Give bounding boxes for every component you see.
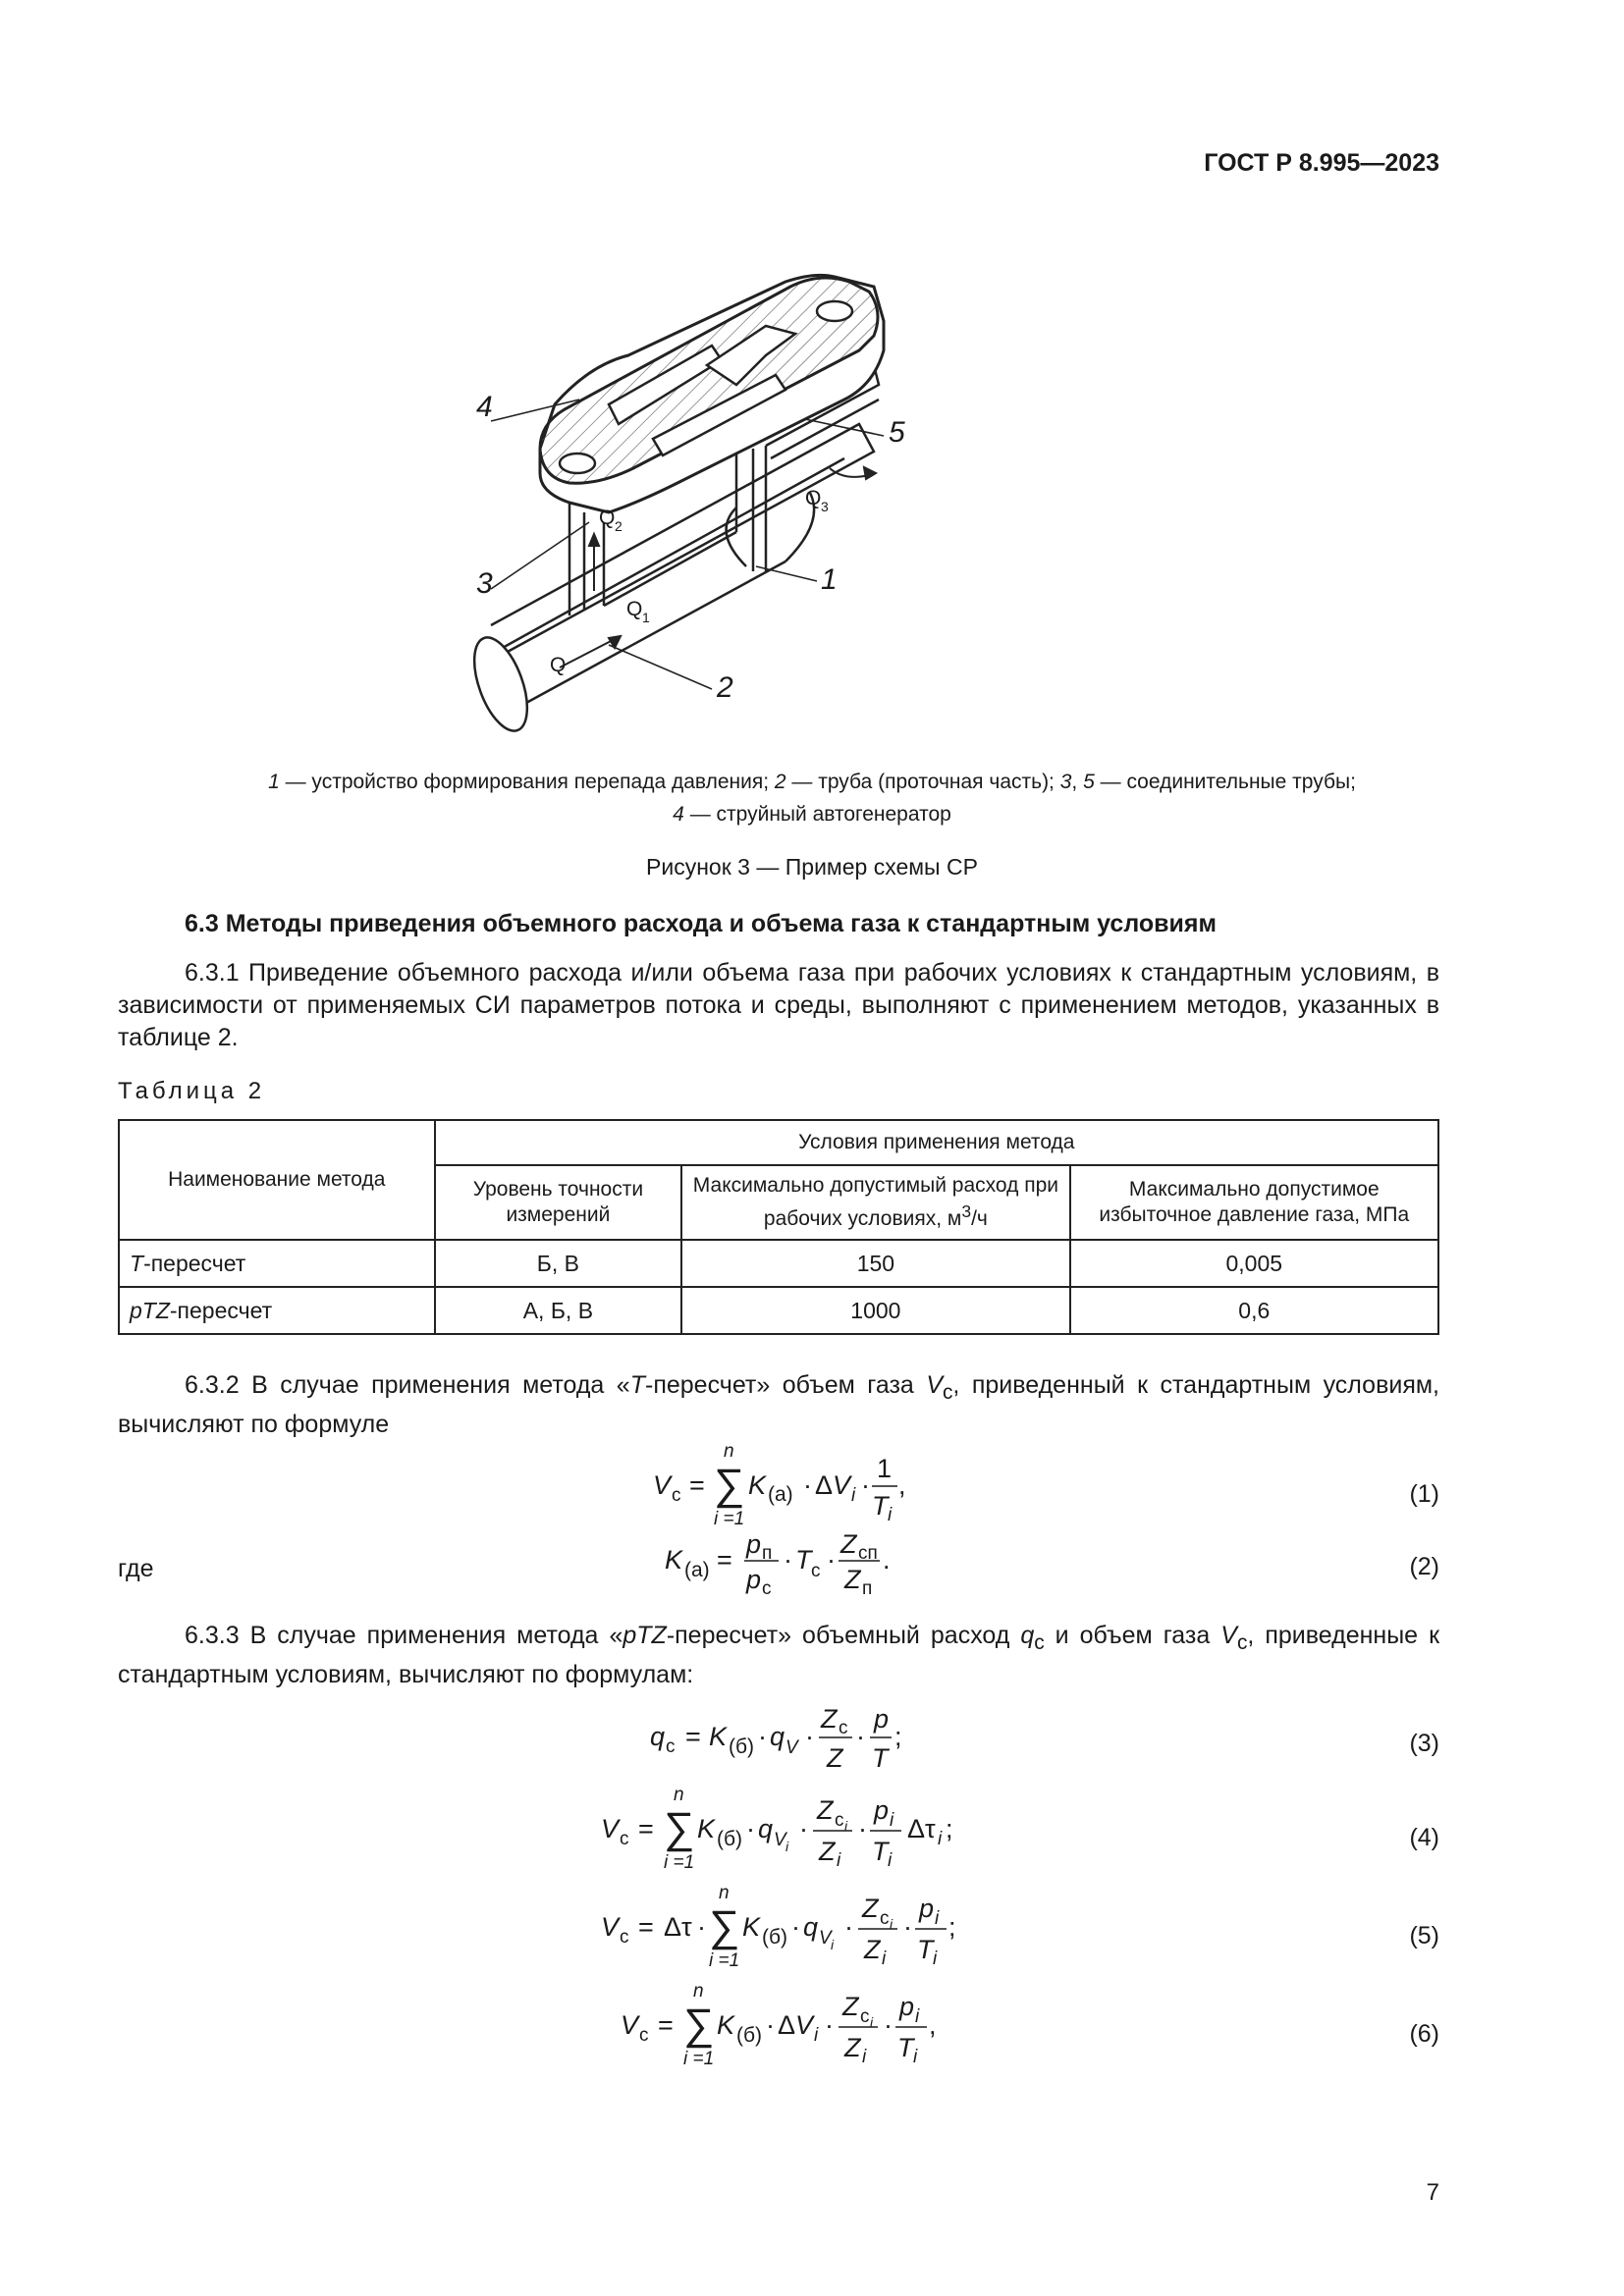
svg-text:·: · <box>803 1470 812 1500</box>
table-row <box>119 1240 1438 1287</box>
svg-text:p: p <box>874 1795 890 1825</box>
equation-number: (4) <box>1409 1824 1439 1851</box>
svg-text:p: p <box>899 1992 915 2021</box>
svg-text:Z: Z <box>840 1529 857 1559</box>
svg-text:·: · <box>858 1814 867 1843</box>
svg-text:V: V <box>621 2010 639 2040</box>
svg-text:·: · <box>825 2010 834 2040</box>
svg-text:·: · <box>884 2010 893 2040</box>
svg-text:i: i <box>862 2047 867 2067</box>
svg-text:V: V <box>601 1814 620 1843</box>
label-5: 5 <box>889 416 905 449</box>
svg-text:V: V <box>774 1830 786 1850</box>
pressure-cell: 0,005 <box>1070 1240 1438 1287</box>
table-row <box>119 1287 1438 1334</box>
svg-text:∑: ∑ <box>664 1804 695 1852</box>
svg-text:i: i <box>851 1485 856 1506</box>
jet-generator-block <box>540 275 884 512</box>
svg-text:с: с <box>811 1561 821 1581</box>
where-label: где <box>118 1555 154 1582</box>
svg-text:i: i <box>785 1839 789 1854</box>
svg-text:=: = <box>717 1545 732 1575</box>
svg-text:T: T <box>872 1743 889 1773</box>
svg-text:n: n <box>693 1981 704 2002</box>
svg-text:,: , <box>898 1470 906 1500</box>
svg-text:=: = <box>658 2010 674 2040</box>
svg-text:·: · <box>784 1545 792 1575</box>
svg-text:Z: Z <box>844 2033 861 2062</box>
svg-text:K: K <box>717 2010 735 2040</box>
svg-text:;: ; <box>894 1722 902 1751</box>
svg-text:i: i <box>888 1505 893 1525</box>
svg-text:(б): (б) <box>729 1735 755 1758</box>
svg-text:V: V <box>795 2010 814 2040</box>
svg-text:·: · <box>856 1722 865 1751</box>
svg-text:Δ: Δ <box>778 2010 796 2040</box>
svg-text:;: ; <box>946 1814 953 1843</box>
svg-text:·: · <box>827 1545 836 1575</box>
svg-text:i: i <box>938 1829 943 1849</box>
svg-text:(а): (а) <box>684 1559 710 1581</box>
svg-text:i =1: i =1 <box>664 1852 695 1873</box>
formula-3 <box>0 1698 1624 1787</box>
figure-caption: Рисунок 3 — Пример схемы СР <box>646 854 978 880</box>
svg-text:i: i <box>870 2014 874 2030</box>
svg-text:τ: τ <box>925 1814 936 1843</box>
label-2: 2 <box>717 671 733 704</box>
svg-text:Δ: Δ <box>664 1912 682 1942</box>
svg-text:K: K <box>742 1912 761 1942</box>
svg-text:п: п <box>762 1543 773 1564</box>
svg-text:=: = <box>689 1470 705 1500</box>
label-q2-sub: 2 <box>615 518 623 534</box>
svg-text:V: V <box>785 1737 798 1758</box>
svg-text:с: с <box>620 1829 629 1849</box>
page-number: 7 <box>1426 2179 1439 2206</box>
formula-6 <box>0 1978 1624 2076</box>
svg-text:·: · <box>805 1722 814 1751</box>
svg-text:i: i <box>844 1818 848 1834</box>
svg-text:с: с <box>666 1736 676 1757</box>
equation-number: (5) <box>1409 1922 1439 1949</box>
svg-text:i: i <box>890 1810 894 1831</box>
svg-text:;: ; <box>948 1912 956 1942</box>
svg-text:Z: Z <box>864 1935 881 1964</box>
svg-text:i: i <box>915 2006 920 2027</box>
flow-cell: 1000 <box>681 1287 1069 1334</box>
svg-text:.: . <box>883 1545 891 1575</box>
svg-text:T: T <box>917 1935 934 1964</box>
svg-text:сп: сп <box>858 1543 878 1564</box>
svg-text:i: i <box>882 1949 887 1969</box>
methods-table <box>118 1119 1439 1335</box>
accuracy-cell: А, Б, В <box>435 1287 682 1334</box>
svg-text:n: n <box>724 1441 734 1462</box>
equation-number: (6) <box>1409 2020 1439 2048</box>
label-4: 4 <box>476 391 493 423</box>
svg-text:q: q <box>803 1912 819 1942</box>
svg-text:V: V <box>653 1470 672 1500</box>
svg-text:·: · <box>844 1912 853 1942</box>
svg-text:q: q <box>650 1722 666 1751</box>
method-name: T-пересчет <box>119 1240 435 1287</box>
formula-2 <box>0 1523 1624 1612</box>
svg-text:1: 1 <box>877 1454 893 1483</box>
svg-text:(б): (б) <box>762 1926 788 1949</box>
svg-text:Z: Z <box>817 1795 834 1825</box>
svg-text:q: q <box>758 1814 774 1843</box>
svg-text:T: T <box>897 2033 914 2062</box>
svg-text:q: q <box>770 1722 785 1751</box>
svg-text:=: = <box>638 1814 654 1843</box>
svg-text:K: K <box>697 1814 716 1843</box>
svg-text:Δ: Δ <box>815 1470 834 1500</box>
paragraph-6-3-3: 6.3.3 В случае применения метода «pTZ-пересчет» объемный расход $q_с$ и объем газа $V_с$, приведенные к стандартным условиям, вычисляют по формулам: <box>118 1622 1440 1688</box>
svg-text:V: V <box>819 1928 832 1949</box>
svg-text:с: с <box>839 1718 848 1738</box>
svg-text:=: = <box>685 1722 701 1751</box>
header-method: Наименование метода <box>119 1120 435 1240</box>
device-drawing <box>471 228 1080 738</box>
svg-text:(б): (б) <box>717 1828 743 1850</box>
equation-number: (1) <box>1409 1480 1439 1508</box>
svg-text:p: p <box>746 1565 762 1594</box>
svg-text:i: i <box>814 2025 819 2046</box>
label-3: 3 <box>476 567 493 600</box>
svg-text:i =1: i =1 <box>709 1950 740 1971</box>
figure-legend <box>118 766 1506 830</box>
svg-text:с: с <box>880 1908 890 1929</box>
svg-text:K: K <box>665 1545 683 1575</box>
svg-text:i =1: i =1 <box>714 1509 745 1529</box>
svg-text:·: · <box>766 2010 775 2040</box>
svg-text:V: V <box>601 1912 620 1942</box>
svg-text:∑: ∑ <box>683 2001 715 2049</box>
flow-labels <box>550 487 829 676</box>
svg-text:·: · <box>758 1722 767 1751</box>
svg-text:i: i <box>888 1850 893 1871</box>
svg-text:с: с <box>835 1810 844 1831</box>
svg-text:,: , <box>929 2010 937 2040</box>
formula-5 <box>0 1880 1624 1978</box>
svg-text:(а): (а) <box>768 1483 793 1506</box>
equation-number: (2) <box>1409 1553 1439 1580</box>
svg-text:·: · <box>791 1912 800 1942</box>
label-q2: Q <box>599 507 616 529</box>
svg-text:∑: ∑ <box>709 1902 740 1950</box>
method-name: pTZ-пересчет <box>119 1287 435 1334</box>
svg-text:·: · <box>697 1912 706 1942</box>
svg-text:p: p <box>746 1529 762 1559</box>
paragraph-6-3-2: 6.3.2 В случае применения метода «T-пересчет» объем газа $V_с$, приведенный к стандартным условиям, вычисляют по формуле <box>118 1371 1440 1438</box>
svg-text:Δ: Δ <box>907 1814 926 1843</box>
label-q3: Q <box>805 487 822 509</box>
label-q: Q <box>550 654 567 676</box>
svg-text:i: i <box>890 1916 893 1932</box>
header-accuracy: Уровень точности измерений <box>435 1165 682 1240</box>
header-flow: Максимально допустимый расход при рабочих условиях, $м^3/ч$ <box>681 1165 1069 1240</box>
svg-text:Z: Z <box>862 1894 879 1923</box>
svg-text:τ: τ <box>681 1912 692 1942</box>
label-q3-sub: 3 <box>821 499 829 514</box>
svg-text:T: T <box>872 1837 889 1866</box>
svg-text:p: p <box>919 1894 935 1923</box>
header-conditions: Условия применения метода <box>435 1120 1438 1165</box>
svg-text:·: · <box>861 1470 870 1500</box>
svg-text:Z: Z <box>821 1704 838 1734</box>
svg-text:V: V <box>833 1470 851 1500</box>
svg-text:K: K <box>748 1470 767 1500</box>
svg-text:T: T <box>872 1491 889 1521</box>
formula-1 <box>0 1438 1624 1536</box>
label-q1-sub: 1 <box>642 610 650 625</box>
pressure-cell: 0,6 <box>1070 1287 1438 1334</box>
label-q1: Q <box>626 598 643 620</box>
svg-text:n: n <box>719 1883 730 1903</box>
label-1: 1 <box>821 563 838 596</box>
svg-text:i: i <box>831 1937 835 1952</box>
svg-text:·: · <box>799 1814 808 1843</box>
paragraph-6-3-1: 6.3.1 Приведение объемного расхода и/или объема газа при рабочих условиях к стандартным условиям, в зависимости от применяемых СИ параметров потока и среды, выполняют с применением методов, указанных в таблице 2. <box>118 959 1439 1051</box>
svg-text:Z: Z <box>844 1565 861 1594</box>
svg-text:с: с <box>639 2025 649 2046</box>
document-header: ГОСТ Р 8.995—2023 <box>1204 149 1439 177</box>
svg-text:K: K <box>709 1722 728 1751</box>
svg-text:T: T <box>795 1545 812 1575</box>
header-pressure: Максимально допустимое избыточное давление газа, МПа <box>1070 1165 1438 1240</box>
svg-text:(б): (б) <box>736 2024 763 2047</box>
svg-text:i: i <box>913 2047 918 2067</box>
svg-text:с: с <box>762 1578 772 1599</box>
table-caption: Таблица 2 <box>118 1078 266 1104</box>
svg-text:Z: Z <box>819 1837 836 1866</box>
figure-3 <box>471 228 1080 738</box>
svg-text:i: i <box>935 1908 940 1929</box>
svg-text:п: п <box>862 1578 873 1599</box>
svg-text:Z: Z <box>842 1992 859 2021</box>
svg-text:с: с <box>860 2006 870 2027</box>
table-header-row <box>119 1120 1438 1165</box>
equation-number: (3) <box>1409 1730 1439 1757</box>
svg-text:p: p <box>874 1704 890 1734</box>
svg-text:·: · <box>903 1912 912 1942</box>
svg-text:∑: ∑ <box>714 1461 745 1509</box>
svg-text:i: i <box>837 1850 841 1871</box>
flow-cell: 150 <box>681 1240 1069 1287</box>
legend-line-1: 1 — устройство формирования перепада давления; 2 — труба (проточная часть); 3, 5 — соединительные трубы; <box>268 771 1356 793</box>
svg-text:i =1: i =1 <box>683 2049 715 2069</box>
svg-text:=: = <box>638 1912 654 1942</box>
svg-text:n: n <box>674 1785 684 1805</box>
svg-text:с: с <box>672 1485 681 1506</box>
svg-text:i: i <box>933 1949 938 1969</box>
legend-line-2: 4 — струйный автогенератор <box>673 803 951 826</box>
accuracy-cell: Б, В <box>435 1240 682 1287</box>
svg-text:·: · <box>746 1814 755 1843</box>
svg-text:с: с <box>620 1927 629 1948</box>
formula-4 <box>0 1782 1624 1880</box>
svg-text:Z: Z <box>827 1743 843 1773</box>
section-heading: 6.3 Методы приведения объемного расхода и объема газа к стандартным условиям <box>185 910 1217 937</box>
